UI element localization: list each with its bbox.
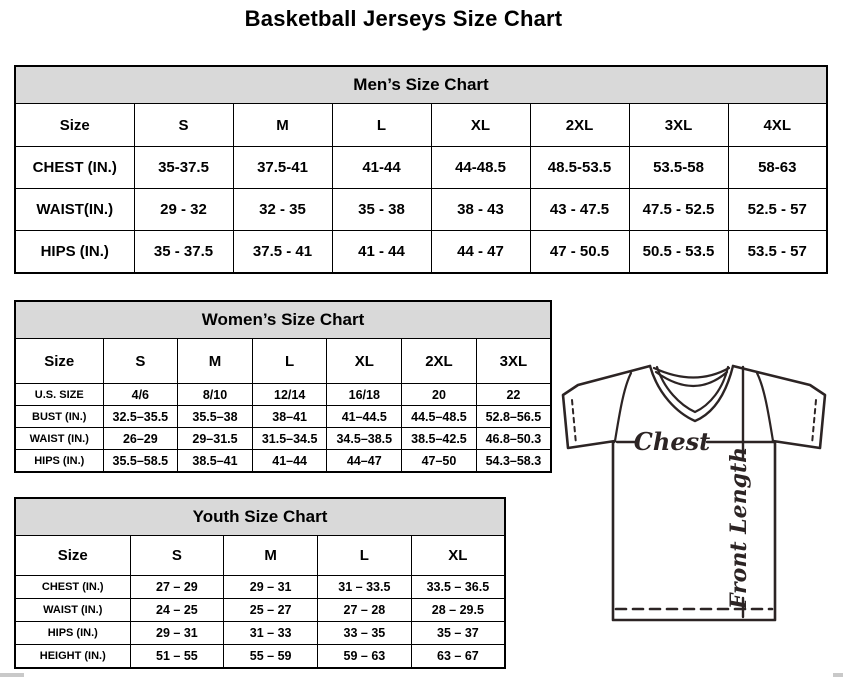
size-cell: 54.3–58.3 bbox=[476, 450, 551, 473]
column-header: S bbox=[134, 104, 233, 147]
row-label: HIPS (IN.) bbox=[15, 450, 103, 473]
row-label: HIPS (IN.) bbox=[15, 622, 130, 645]
size-cell: 53.5 - 57 bbox=[728, 231, 827, 274]
size-cell: 29 – 31 bbox=[130, 622, 224, 645]
column-header: S bbox=[130, 536, 224, 576]
table-row bbox=[15, 576, 505, 599]
row-label: WAIST (IN.) bbox=[15, 428, 103, 450]
column-header: 3XL bbox=[476, 339, 551, 384]
size-cell: 44-48.5 bbox=[431, 147, 530, 189]
table-row bbox=[15, 599, 505, 622]
youth-size-table bbox=[14, 497, 506, 669]
size-cell: 38.5–42.5 bbox=[402, 428, 477, 450]
scrollbar-fragment-left[interactable] bbox=[0, 673, 24, 677]
size-cell: 53.5-58 bbox=[629, 147, 728, 189]
size-cell: 35.5–38 bbox=[178, 406, 253, 428]
table-row bbox=[15, 450, 551, 473]
table-title-row bbox=[15, 66, 827, 104]
column-header: M bbox=[233, 104, 332, 147]
size-cell: 48.5-53.5 bbox=[530, 147, 629, 189]
scrollbar-fragment-right[interactable] bbox=[833, 673, 843, 677]
size-cell: 27 – 29 bbox=[130, 576, 224, 599]
row-label: HIPS (IN.) bbox=[15, 231, 134, 274]
table-row bbox=[15, 428, 551, 450]
row-label: HEIGHT (IN.) bbox=[15, 645, 130, 669]
size-cell: 43 - 47.5 bbox=[530, 189, 629, 231]
table-row bbox=[15, 189, 827, 231]
table-row bbox=[15, 384, 551, 406]
size-cell: 29 - 32 bbox=[134, 189, 233, 231]
size-cell: 26–29 bbox=[103, 428, 178, 450]
table-title-row bbox=[15, 498, 505, 536]
column-header: XL bbox=[431, 104, 530, 147]
column-header: L bbox=[252, 339, 327, 384]
row-label: BUST (IN.) bbox=[15, 406, 103, 428]
table-row bbox=[15, 406, 551, 428]
size-cell: 47.5 - 52.5 bbox=[629, 189, 728, 231]
size-cell: 47–50 bbox=[402, 450, 477, 473]
size-cell: 37.5 - 41 bbox=[233, 231, 332, 274]
size-cell: 41–44.5 bbox=[327, 406, 402, 428]
size-cell: 32.5–35.5 bbox=[103, 406, 178, 428]
size-cell: 20 bbox=[402, 384, 477, 406]
column-header: 3XL bbox=[629, 104, 728, 147]
column-header: XL bbox=[327, 339, 402, 384]
table-header-row bbox=[15, 104, 827, 147]
size-cell: 35 – 37 bbox=[411, 622, 505, 645]
size-cell: 29 – 31 bbox=[224, 576, 318, 599]
chest-label: Chest bbox=[633, 427, 711, 456]
size-cell: 4/6 bbox=[103, 384, 178, 406]
size-cell: 34.5–38.5 bbox=[327, 428, 402, 450]
column-header: 2XL bbox=[530, 104, 629, 147]
column-header: 4XL bbox=[728, 104, 827, 147]
size-cell: 25 – 27 bbox=[224, 599, 318, 622]
size-cell: 63 – 67 bbox=[411, 645, 505, 669]
mens-size-table bbox=[14, 65, 828, 274]
size-cell: 24 – 25 bbox=[130, 599, 224, 622]
table-title-row bbox=[15, 301, 551, 339]
table-title: Women’s Size Chart bbox=[15, 301, 551, 339]
page-title: Basketball Jerseys Size Chart bbox=[244, 6, 563, 31]
size-cell: 38–41 bbox=[252, 406, 327, 428]
table-title: Youth Size Chart bbox=[15, 498, 505, 536]
size-cell: 27 – 28 bbox=[318, 599, 412, 622]
size-cell: 46.8–50.3 bbox=[476, 428, 551, 450]
column-header: XL bbox=[411, 536, 505, 576]
column-header: L bbox=[332, 104, 431, 147]
size-cell: 52.8–56.5 bbox=[476, 406, 551, 428]
size-cell: 32 - 35 bbox=[233, 189, 332, 231]
size-cell: 35 - 38 bbox=[332, 189, 431, 231]
size-cell: 52.5 - 57 bbox=[728, 189, 827, 231]
size-cell: 33.5 – 36.5 bbox=[411, 576, 505, 599]
column-header: M bbox=[178, 339, 253, 384]
size-cell: 35 - 37.5 bbox=[134, 231, 233, 274]
size-cell: 41-44 bbox=[332, 147, 431, 189]
row-label: WAIST(IN.) bbox=[15, 189, 134, 231]
size-cell: 38 - 43 bbox=[431, 189, 530, 231]
size-cell: 59 – 63 bbox=[318, 645, 412, 669]
size-cell: 28 – 29.5 bbox=[411, 599, 505, 622]
size-cell: 44.5–48.5 bbox=[402, 406, 477, 428]
column-header: Size bbox=[15, 104, 134, 147]
column-header: M bbox=[224, 536, 318, 576]
row-label: U.S. SIZE bbox=[15, 384, 103, 406]
row-label: CHEST (IN.) bbox=[15, 576, 130, 599]
size-cell: 31 – 33 bbox=[224, 622, 318, 645]
row-label: WAIST (IN.) bbox=[15, 599, 130, 622]
size-cell: 47 - 50.5 bbox=[530, 231, 629, 274]
column-header: L bbox=[318, 536, 412, 576]
womens-size-table bbox=[14, 300, 552, 473]
size-cell: 38.5–41 bbox=[178, 450, 253, 473]
size-cell: 31.5–34.5 bbox=[252, 428, 327, 450]
table-header-row bbox=[15, 536, 505, 576]
table-row bbox=[15, 147, 827, 189]
size-cell: 33 – 35 bbox=[318, 622, 412, 645]
size-cell: 41 - 44 bbox=[332, 231, 431, 274]
size-cell: 12/14 bbox=[252, 384, 327, 406]
row-label: CHEST (IN.) bbox=[15, 147, 134, 189]
size-cell: 35.5–58.5 bbox=[103, 450, 178, 473]
table-row bbox=[15, 645, 505, 669]
size-cell: 31 – 33.5 bbox=[318, 576, 412, 599]
table-row bbox=[15, 231, 827, 274]
table-row bbox=[15, 622, 505, 645]
size-cell: 37.5-41 bbox=[233, 147, 332, 189]
size-cell: 41–44 bbox=[252, 450, 327, 473]
jersey-outline-icon bbox=[563, 366, 825, 620]
size-cell: 58-63 bbox=[728, 147, 827, 189]
size-cell: 55 – 59 bbox=[224, 645, 318, 669]
size-cell: 44 - 47 bbox=[431, 231, 530, 274]
front-length-label: Front Length bbox=[726, 446, 752, 610]
size-cell: 29–31.5 bbox=[178, 428, 253, 450]
size-cell: 22 bbox=[476, 384, 551, 406]
size-cell: 35-37.5 bbox=[134, 147, 233, 189]
jersey-measurement-diagram bbox=[558, 360, 838, 632]
size-cell: 51 – 55 bbox=[130, 645, 224, 669]
column-header: Size bbox=[15, 339, 103, 384]
table-title: Men’s Size Chart bbox=[15, 66, 827, 104]
table-header-row bbox=[15, 339, 551, 384]
size-cell: 8/10 bbox=[178, 384, 253, 406]
column-header: S bbox=[103, 339, 178, 384]
column-header: Size bbox=[15, 536, 130, 576]
size-cell: 50.5 - 53.5 bbox=[629, 231, 728, 274]
size-cell: 16/18 bbox=[327, 384, 402, 406]
column-header: 2XL bbox=[402, 339, 477, 384]
size-cell: 44–47 bbox=[327, 450, 402, 473]
